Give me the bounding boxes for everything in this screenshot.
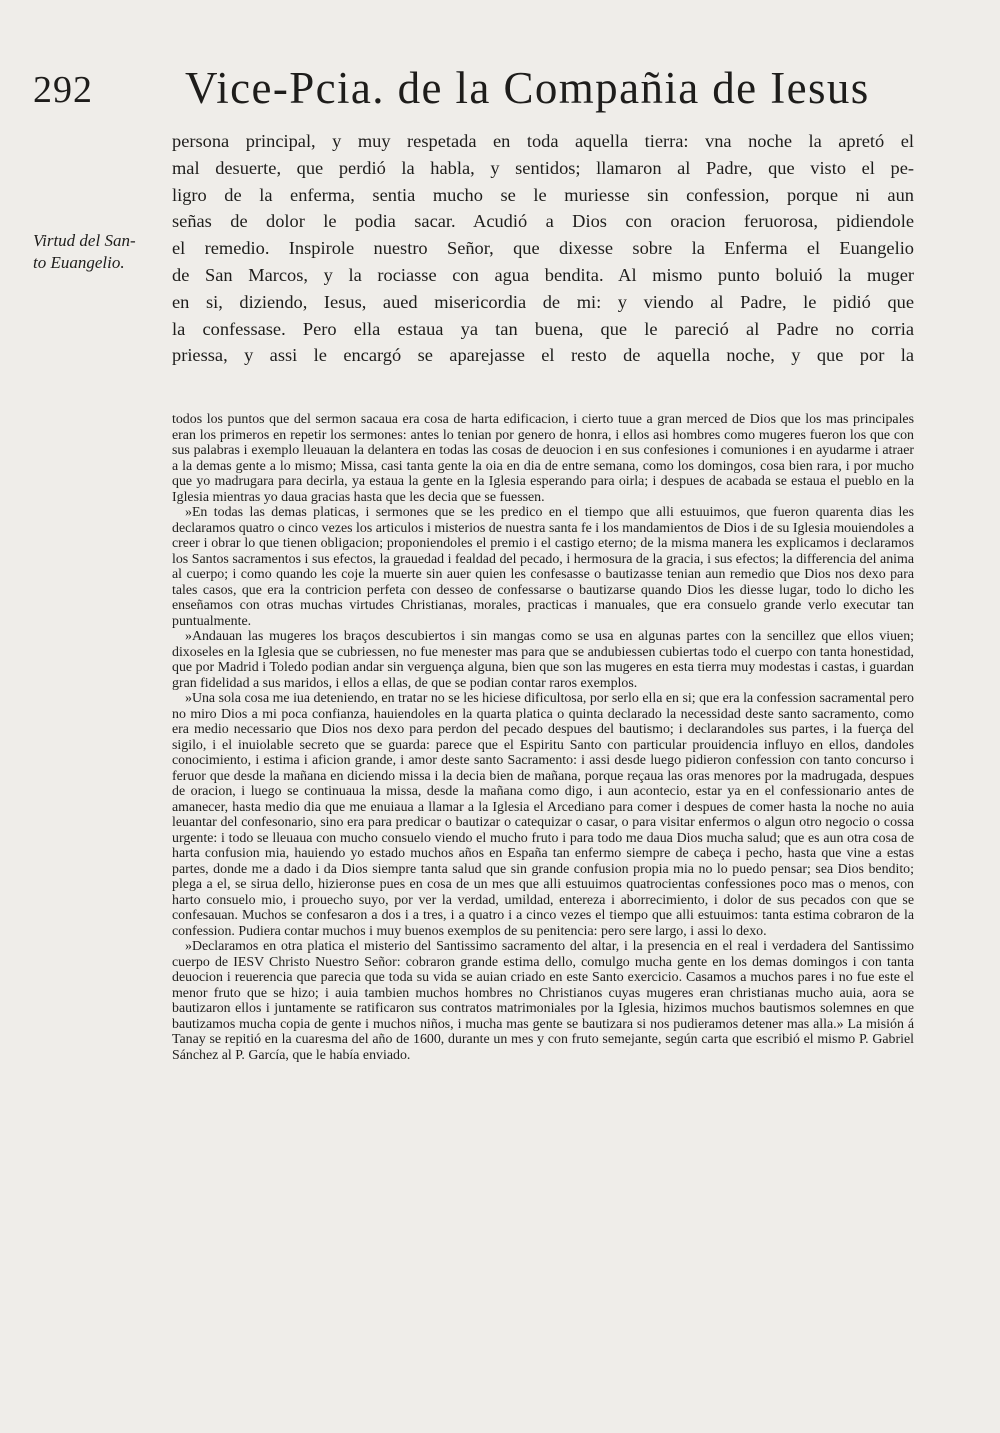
main-text-line: el remedio. Inspirole nuestro Señor, que dixesse sobre la Enferma el Euangelio	[172, 238, 914, 259]
margin-note-line: Virtud del San-	[33, 231, 136, 250]
footnote-paragraph: todos los puntos que del sermon sacaua era cosa de harta edificacion, i cierto tuue a gran merced de Dios que los mas principales eran los primeros en repetir los sermones: antes lo tenian por genero de honra, i ellos asi hombres como mugeres fueron los que con sus palabras i exemplo lleuauan la delantera en todas las cosas de deuocion i en sus confesiones i comuniones i en ayudarme i atraer a la demas gente a lo mismo; Missa, casi tanta gente la oia en dia de entre semana, como los domingos, cosa bien rara, i por mucho que yo madrugara para decirla, ya estaua la gente en la Iglesia esperando para oirla; i despues de acabada se estaua el pueblo en la Iglesia mientras yo daua gracias hasta que les decia que se fuessen.	[172, 412, 914, 505]
footnote-paragraph: »En todas las demas platicas, i sermones que se les predico en el tiempo que alli estuuimos, que fueron quarenta dias les declaramos quatro o cinco vezes los articulos i misterios de nuestra santa fe i los mandamientos de Dios i de su Iglesia mouiendoles a creer i obrar lo que tienen obligacion; proponiendoles el premio i el castigo eterno; de la misma manera les explicamos i declaramos los Santos sacramentos i sus efectos, la grauedad i fealdad del pecado, i hermosura de la gracia, i sus efectos; la differencia del anima al cuerpo; i como quando les coje la muerte sin auer quien les confesasse o bautizasse tenian aun remedio que Dios nos dexo para tales casos, que era la contricion perfeta con desseo de confessarse o bautizarse quando Dios les diesse lugar, todo lo dicho les enseñamos con otras muchas virtudes Christianas, morales, practicas i manuales, que era consuelo grande verlo executar tan puntualmente.	[172, 505, 914, 629]
running-head: Vice-Pcia. de la Compañia de Iesus	[185, 63, 870, 113]
footnote-text-block	[172, 412, 914, 1063]
page-number: 292	[33, 69, 93, 111]
main-text-line: persona principal, y muy respetada en toda aquella tierra: vna noche la apretó el	[172, 131, 914, 151]
main-text-line: la confessase. Pero ella estaua ya tan buena, que le pareció al Padre no corria	[172, 318, 914, 339]
footnote-paragraph: »Declaramos en otra platica el misterio del Santissimo sacramento del altar, i la presencia en el real i verdadera del Santissimo cuerpo de IESV Christo Nuestro Señor: cobraron grande estima dello, comulgo mucha gente en los demas domingos i con tanta deuocion i reuerencia que parecia que toda su vida se auian criado en este Santo exercicio. Casamos a muchos pares i no fue este el menor fruto que se hizo; i auia tambien muchos hombres no Christianos cuyas mugeres eran christianas mucho auia, aora se bautizaron ellos i juntamente se ratificaron sus contratos matrimoniales por la Iglesia, hizimos muchos bautismos solemnes en que bautizamos mucha copia de gente i muchos niños, i mucha mas gente se bautizara si nos pudieramos detener mas alla.» La misión á Tanay se repitió en la cuaresma del año de 1600, durante un mes y con fruto semejante, según carta que escribió el mismo P. Gabriel Sánchez al P. García, que le había enviado.	[172, 939, 914, 1063]
main-text-line: priessa, y assi le encargó se aparejasse el resto de aquella noche, y que por la	[172, 345, 914, 366]
margin-note-line: to Euangelio.	[33, 253, 125, 272]
margin-note	[33, 230, 159, 274]
footnote-paragraph: »Una sola cosa me iua deteniendo, en tratar no se les hiciese dificultosa, por serlo ella en si; que era la confession sacramental pero no miro Dios a mi poca confianza, hauiendoles en la quarta platica o quinta declarado la necessidad deste santo sacramento, como era medio necessario que Dios nos dexo para perdon del pecado despues del bautismo; i declarandoles sus partes, i la fuerça del sigilo, i el inuiolable secreto que se guarda: parece que el Espiritu Santo con particular prouidencia influyo en ellos, dandoles conocimiento, i estima i aficion grande, i amor deste santo Sacramento: i assi desde luego pidieron confession con tanto concurso i feruor que desde la mañana en diciendo missa i la decia bien de mañana, porque reçaua las oras menores por la madrugada, despues de oracion, i luego se continuaua la missa, desde la mañana como digo, i aun acontecio, estar ya en el confessionario antes de amanecer, hasta medio dia que me enuiaua a llamar a la Iglesia el Arcediano para comer i despues de comer hasta la noche no auia leuantar del confesonario, sino era para predicar o bautizar o catequizar o casar, o para visitar enfermos o algun otro negocio o cossa urgente: i todo se lleuaua con mucho consuelo viendo el mucho fruto i para todo me daua Dios mucha salud; que es aun otra cosa de harta confusion mia, hauiendo yo estado muchos años en España tan enfermo siempre de cabeça i pecho, hasta que vine a estas partes, donde me a dado i da Dios siempre tanta salud que sin grande confusion propia mia no lo puedo pensar; sea Dios bendito; plega a el, se sirua dello, hizieronse pues en cosa de un mes que alli estuuimos quatrocientas confessiones poco mas o menos, con harto consuelo mio, i prouecho suyo, por ver la verdad, umildad, entereza i aborrecimiento, i dolor de sus pecados con que se confesauan. Muchos se confesaron a dos i a tres, i a quatro i a cinco vezes el tiempo que alli estuuimos: tanta estima cobraron de la confession. Pudiera contar muchos i muy buenos exemplos de su penitencia: pero sere largo, i assi lo dexo.	[172, 691, 914, 939]
footnote-paragraph: »Andauan las mugeres los braços descubiertos i sin mangas como se usa en algunas partes con la sencillez que ellos viuen; dixoseles en la Iglesia que se cubriessen, no fue menester mas para que se andubiessen cubiertas todo el cuerpo con tanta honestidad, que por Madrid i Toledo podian andar sin verguença alguna, bien que son las mugeres en esta tierra muy modestas i castas, i guardan gran fidelidad a sus maridos, i ellos a ellas, de que se podian contar raros exemplos.	[172, 629, 914, 691]
main-text-line: en si, diziendo, Iesus, aued misericordia de mi: y viendo al Padre, le pidió que	[172, 291, 914, 312]
main-text-line: señas de dolor le podia sacar. Acudió a Dios con oracion feruorosa, pidiendole	[172, 211, 914, 232]
main-text-line: de San Marcos, y la rociasse con agua bendita. Al mismo punto boluió la muger	[172, 264, 914, 285]
main-text-line: mal desuerte, que perdió la habla, y sentidos; llamaron al Padre, que visto el pe-	[172, 157, 914, 178]
main-text-block	[172, 128, 914, 369]
main-text-line: ligro de la enferma, sentia mucho se le muriesse sin confession, porque ni aun	[172, 184, 914, 205]
